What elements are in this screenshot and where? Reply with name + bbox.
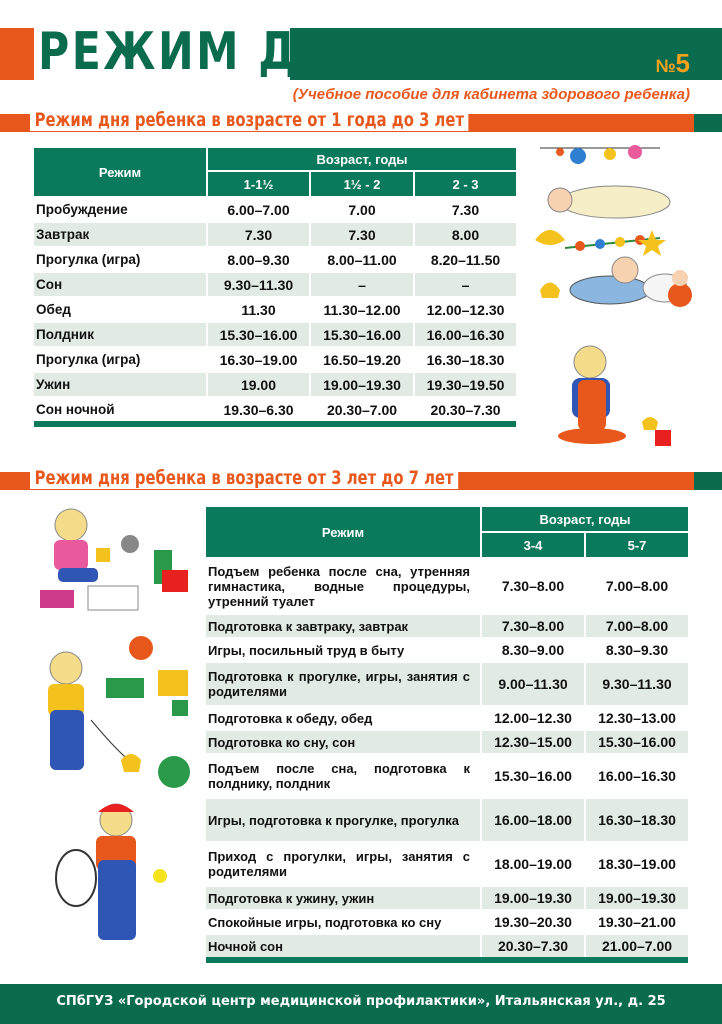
cell-value: 9.30–11.30 — [584, 661, 688, 705]
row-label: Подготовка к ужину, ужин — [206, 885, 480, 909]
footer-bar — [0, 984, 722, 1024]
header-accent-orange — [0, 28, 34, 80]
cell-value: 12.30–13.00 — [584, 705, 688, 729]
toy-cat — [121, 535, 139, 553]
cell-value: 19.30–19.50 — [413, 371, 516, 396]
cell-value: 16.00–18.00 — [480, 797, 584, 841]
cell-value: 20.30–7.30 — [480, 933, 584, 957]
cell-value: 8.30–9.30 — [584, 637, 688, 661]
cell-value: 7.30–8.00 — [480, 557, 584, 613]
cell-value: 7.00 — [309, 196, 413, 221]
roly-poly-toy — [668, 283, 692, 307]
row-label: Ужин — [34, 371, 206, 396]
table-row — [206, 933, 688, 957]
toy-truck — [106, 678, 144, 698]
table-row — [206, 729, 688, 753]
cell-value: 12.00–12.30 — [480, 705, 584, 729]
toy-block — [172, 700, 188, 716]
row-label: Подъем после сна, подготовка к полднику, полдник — [206, 753, 480, 797]
cell-value: 16.00–16.30 — [584, 753, 688, 797]
tennis-ball — [153, 869, 167, 883]
child-overalls — [578, 380, 606, 430]
table-row — [34, 371, 516, 396]
table-row — [34, 346, 516, 371]
baby-blanket — [560, 186, 670, 218]
section2-title: Режим дня ребенка в возрасте от 3 лет до 7 лет — [30, 467, 458, 489]
baby-head — [548, 188, 572, 212]
row-label: Сон ночной — [34, 396, 206, 421]
cell-value: 15.30–16.00 — [206, 321, 309, 346]
issue-number — [655, 48, 690, 79]
cell-value: 16.50–19.20 — [309, 346, 413, 371]
cell-value: 21.00–7.00 — [584, 933, 688, 957]
age-group-header: 2 - 3 — [413, 170, 516, 196]
row-label: Прогулка (игра) — [34, 346, 206, 371]
cell-value: 8.00 — [413, 221, 516, 246]
table-row — [206, 661, 688, 705]
star-toy — [638, 230, 666, 256]
cell-value: 19.00 — [206, 371, 309, 396]
table-row — [206, 613, 688, 637]
cell-value: 7.00–8.00 — [584, 557, 688, 613]
table-bottom-strip — [34, 421, 516, 427]
table-row — [34, 246, 516, 271]
col-age-header: Возраст, годы — [480, 507, 688, 531]
cell-value: 12.30–15.00 — [480, 729, 584, 753]
table-row — [206, 753, 688, 797]
col-mode-header: Режим — [34, 148, 206, 196]
table-row — [206, 885, 688, 909]
child-head — [55, 509, 87, 541]
row-label: Подготовка к прогулке, игры, занятия с родителями — [206, 661, 480, 705]
children-illustration — [36, 500, 198, 970]
rattle-bell — [604, 148, 616, 160]
cell-value: 11.30 — [206, 296, 309, 321]
toy-bucket — [162, 570, 188, 592]
toy-string — [91, 720, 131, 762]
col-mode-header: Режим — [206, 507, 480, 557]
row-label: Подготовка к обеду, обед — [206, 705, 480, 729]
rattle-ball — [570, 148, 586, 164]
racket-toy — [56, 850, 96, 906]
table-row — [206, 705, 688, 729]
cell-value: 11.30–12.00 — [309, 296, 413, 321]
row-label: Пробуждение — [34, 196, 206, 221]
cell-value: 16.30–18.30 — [584, 797, 688, 841]
table-row — [34, 296, 516, 321]
garland-bead — [615, 237, 625, 247]
picture-cards — [88, 586, 138, 610]
table-row — [206, 797, 688, 841]
cell-value: – — [309, 271, 413, 296]
page-subtitle: (Учебное пособие для кабинета здорового ребенка) — [292, 86, 690, 103]
row-label: Игры, подготовка к прогулке, прогулка — [206, 797, 480, 841]
section2-bar-end — [694, 472, 722, 490]
cell-value: 9.30–11.30 — [206, 271, 309, 296]
cell-value: 15.30–16.00 — [309, 321, 413, 346]
cell-value: 8.00–9.30 — [206, 246, 309, 271]
child-head — [50, 652, 82, 684]
table-row — [34, 321, 516, 346]
table-row — [34, 196, 516, 221]
cell-value: 7.30–8.00 — [480, 613, 584, 637]
cell-value: 9.00–11.30 — [480, 661, 584, 705]
issue-value: 5 — [675, 48, 690, 78]
baby-body — [570, 276, 650, 304]
row-label: Полдник — [34, 321, 206, 346]
cell-value: 19.30–21.00 — [584, 909, 688, 933]
cell-value: 19.30–6.30 — [206, 396, 309, 421]
duck-toy — [540, 283, 560, 299]
cell-value: 12.00–12.30 — [413, 296, 516, 321]
section1-bar-end — [694, 114, 722, 132]
row-label: Сон — [34, 271, 206, 296]
table-bottom-strip — [206, 957, 688, 963]
schedule-table-1-3 — [34, 148, 516, 427]
roly-poly-head — [672, 270, 688, 286]
table-row — [34, 221, 516, 246]
cell-value: 19.00–19.30 — [309, 371, 413, 396]
cell-value: 20.30–7.30 — [413, 396, 516, 421]
age-group-header: 5-7 — [584, 531, 688, 557]
cell-value: 18.00–19.00 — [480, 841, 584, 885]
row-label: Обед — [34, 296, 206, 321]
row-label: Приход с прогулки, игры, занятия с родителями — [206, 841, 480, 885]
row-label: Спокойные игры, подготовка ко сну — [206, 909, 480, 933]
age-group-header: 3-4 — [480, 531, 584, 557]
child-head — [574, 346, 606, 378]
row-label: Прогулка (игра) — [34, 246, 206, 271]
row-label: Подготовка к завтраку, завтрак — [206, 613, 480, 637]
cell-value: 19.30–20.30 — [480, 909, 584, 933]
cell-value: 16.00–16.30 — [413, 321, 516, 346]
child-sweater — [54, 540, 88, 570]
cell-value: 20.30–7.00 — [309, 396, 413, 421]
child-overalls — [98, 860, 136, 940]
cell-value: 7.30 — [309, 221, 413, 246]
child-overalls — [50, 710, 84, 770]
baby-head — [612, 257, 638, 283]
toy-clown — [129, 636, 153, 660]
child-jeans — [58, 568, 98, 582]
table-bottom-border — [34, 421, 516, 427]
row-label: Ночной сон — [206, 933, 480, 957]
rattle-bead — [556, 148, 564, 156]
age-group-header: 1½ - 2 — [309, 170, 413, 196]
cell-value: 7.00–8.00 — [584, 613, 688, 637]
row-label: Подъем ребенка после сна, утренняя гимнастика, водные процедуры, утренний туалет — [206, 557, 480, 613]
cell-value: 19.00–19.30 — [584, 885, 688, 909]
child-legs — [558, 428, 626, 444]
toy-house — [158, 670, 188, 696]
table-bottom-border — [206, 957, 688, 963]
issue-sign: № — [655, 56, 676, 76]
table-row — [206, 637, 688, 661]
ball-toy — [158, 756, 190, 788]
toy-box — [40, 590, 74, 608]
moon-toy — [535, 230, 565, 245]
table-row — [206, 557, 688, 613]
cell-value: 16.30–18.30 — [413, 346, 516, 371]
duck-toy — [642, 417, 658, 430]
toy-block — [96, 548, 110, 562]
cell-value: 8.30–9.00 — [480, 637, 584, 661]
cell-value: – — [413, 271, 516, 296]
duck-toy — [121, 754, 141, 772]
table-row — [206, 841, 688, 885]
schedule-table-3-7 — [206, 507, 688, 963]
row-label: Завтрак — [34, 221, 206, 246]
cell-value: 15.30–16.00 — [480, 753, 584, 797]
row-label: Подготовка ко сну, сон — [206, 729, 480, 753]
toddler-illustration — [530, 140, 700, 450]
cell-value: 8.20–11.50 — [413, 246, 516, 271]
cell-value: 16.30–19.00 — [206, 346, 309, 371]
table-row — [34, 396, 516, 421]
page-title: РЕЖИМ ДНЯ — [38, 22, 373, 82]
rattle-flower — [628, 145, 642, 159]
cell-value: 7.30 — [206, 221, 309, 246]
garland-bead — [595, 239, 605, 249]
cell-value: 15.30–16.00 — [584, 729, 688, 753]
cell-value: 19.00–19.30 — [480, 885, 584, 909]
toy-block — [655, 430, 671, 446]
table-row — [34, 271, 516, 296]
child-cap — [98, 804, 134, 812]
row-label: Игры, посильный труд в быту — [206, 637, 480, 661]
cell-value: 8.00–11.00 — [309, 246, 413, 271]
cell-value: 6.00–7.00 — [206, 196, 309, 221]
table-row — [206, 909, 688, 933]
garland-bead — [575, 241, 585, 251]
cell-value: 7.30 — [413, 196, 516, 221]
cell-value: 18.30–19.00 — [584, 841, 688, 885]
col-age-header: Возраст, годы — [206, 148, 516, 170]
footer-address: СПбГУЗ «Городской центр медицинской профилактики», Итальянская ул., д. 25 — [56, 994, 666, 1009]
section1-title: Режим дня ребенка в возрасте от 1 года до 3 лет — [30, 109, 469, 131]
age-group-header: 1-1½ — [206, 170, 309, 196]
